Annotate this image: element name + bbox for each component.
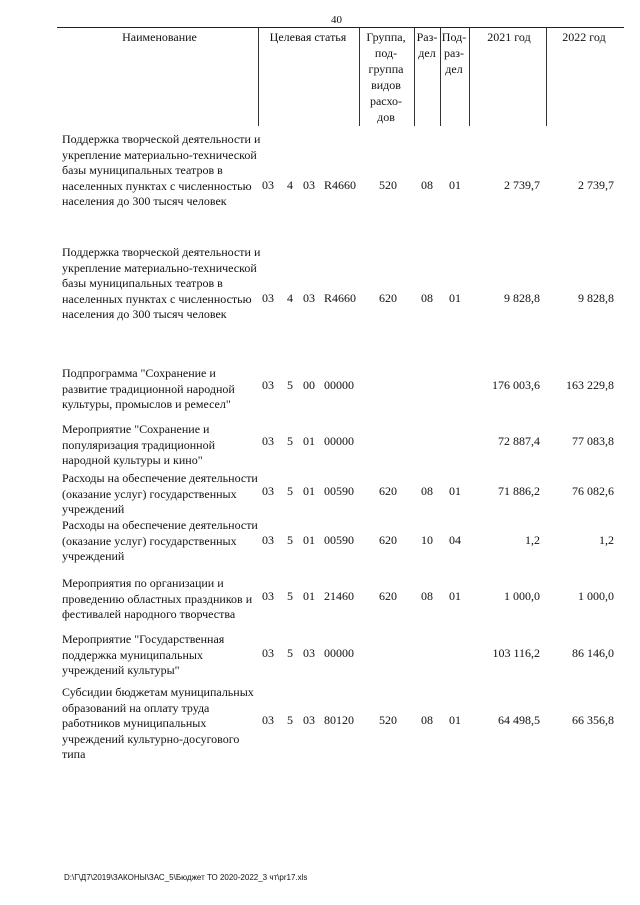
amount-2022: 9 828,8 xyxy=(578,291,614,305)
row-name: Расходы на обеспечение деятельности (оказание услуг) государственных учреждений xyxy=(62,518,258,563)
target-program: 03 xyxy=(262,378,274,392)
amount-2022: 163 229,8 xyxy=(566,378,614,392)
subsection: 01 xyxy=(449,589,461,603)
target-direction: R4660 xyxy=(324,178,357,192)
target-direction: 80120 xyxy=(324,713,354,727)
amount-2021: 71 886,2 xyxy=(498,484,540,498)
target-program: 03 xyxy=(262,646,274,660)
target-direction: 00590 xyxy=(324,484,354,498)
target-program: 03 xyxy=(262,713,274,727)
row-name: Подпрограмма "Сохранение и развитие традиционной народной культуры, промыслов и ремесел" xyxy=(62,366,235,411)
subsection: 04 xyxy=(449,533,461,547)
header-divider xyxy=(414,28,415,126)
section: 10 xyxy=(421,533,433,547)
amount-2021: 9 828,8 xyxy=(504,291,540,305)
target-event: 03 xyxy=(303,291,315,305)
amount-2022: 2 739,7 xyxy=(578,178,614,192)
target-subprogram: 5 xyxy=(287,646,293,660)
target-direction: 21460 xyxy=(324,589,354,603)
header-year-2022: 2022 год xyxy=(562,30,606,44)
header-name: Наименование xyxy=(122,30,197,44)
amount-2022: 76 082,6 xyxy=(572,484,614,498)
file-path-footer: D:\Г\Д7\2019\ЗАКОНЫ\ЗАС_5\Бюджет ТО 2020-2022_3 чт\pr17.xls xyxy=(64,873,308,882)
target-subprogram: 4 xyxy=(287,178,293,192)
amount-2021: 2 739,7 xyxy=(504,178,540,192)
amount-2021: 72 887,4 xyxy=(498,434,540,448)
header-year-2021: 2021 год xyxy=(487,30,531,44)
amount-2022: 1,2 xyxy=(599,533,614,547)
target-event: 01 xyxy=(303,484,315,498)
section: 08 xyxy=(421,178,433,192)
page-number: 40 xyxy=(331,14,342,26)
target-program: 03 xyxy=(262,291,274,305)
target-direction: 00590 xyxy=(324,533,354,547)
target-subprogram: 5 xyxy=(287,589,293,603)
header-target-article: Целевая статья xyxy=(269,30,347,44)
target-program: 03 xyxy=(262,589,274,603)
header-divider xyxy=(469,28,470,126)
subsection: 01 xyxy=(449,713,461,727)
row-name: Поддержка творческой деятельности и укрепление материально-технической базы муниципальных театров в населенных пунктах с численностью населения до 300 тысяч человек xyxy=(62,132,261,208)
target-subprogram: 5 xyxy=(287,434,293,448)
header-section: Раз- дел xyxy=(416,30,438,60)
target-subprogram: 5 xyxy=(287,484,293,498)
header-expense-group: Группа, под- группа видов расхо- дов xyxy=(366,30,406,124)
header-divider xyxy=(258,28,259,126)
expense-group: 520 xyxy=(379,713,397,727)
target-direction: 00000 xyxy=(324,646,354,660)
target-program: 03 xyxy=(262,484,274,498)
expense-group: 520 xyxy=(379,178,397,192)
target-event: 03 xyxy=(303,178,315,192)
row-name: Расходы на обеспечение деятельности (оказание услуг) государственных учреждений xyxy=(62,471,258,516)
target-event: 01 xyxy=(303,589,315,603)
target-program: 03 xyxy=(262,533,274,547)
target-event: 00 xyxy=(303,378,315,392)
section: 08 xyxy=(421,589,433,603)
target-direction: R4660 xyxy=(324,291,357,305)
amount-2021: 176 003,6 xyxy=(492,378,540,392)
section: 08 xyxy=(421,291,433,305)
header-subsection: Под- раз- дел xyxy=(441,30,467,76)
amount-2022: 66 356,8 xyxy=(572,713,614,727)
target-direction: 00000 xyxy=(324,434,354,448)
amount-2022: 77 083,8 xyxy=(572,434,614,448)
target-program: 03 xyxy=(262,178,274,192)
expense-group: 620 xyxy=(379,589,397,603)
target-direction: 00000 xyxy=(324,378,354,392)
target-event: 01 xyxy=(303,533,315,547)
target-subprogram: 5 xyxy=(287,378,293,392)
header-divider xyxy=(359,28,360,126)
target-event: 03 xyxy=(303,646,315,660)
amount-2021: 103 116,2 xyxy=(492,646,540,660)
header-divider xyxy=(440,28,441,126)
expense-group: 620 xyxy=(379,484,397,498)
amount-2021: 1,2 xyxy=(525,533,540,547)
subsection: 01 xyxy=(449,178,461,192)
amount-2022: 86 146,0 xyxy=(572,646,614,660)
row-name: Мероприятие "Государственная поддержка муниципальных учреждений культуры" xyxy=(62,632,225,677)
amount-2021: 64 498,5 xyxy=(498,713,540,727)
subsection: 01 xyxy=(449,291,461,305)
target-event: 01 xyxy=(303,434,315,448)
row-name: Поддержка творческой деятельности и укрепление материально-технической базы муниципальных театров в населенных пунктах с численностью населения до 300 тысяч человек xyxy=(62,245,261,321)
amount-2022: 1 000,0 xyxy=(578,589,614,603)
expense-group: 620 xyxy=(379,291,397,305)
target-event: 03 xyxy=(303,713,315,727)
target-subprogram: 5 xyxy=(287,713,293,727)
row-name: Мероприятия по организации и проведению областных праздников и фестивалей народного творчества xyxy=(62,576,253,621)
section: 08 xyxy=(421,713,433,727)
row-name: Мероприятие "Сохранение и популяризация традиционной народной культуры и кино" xyxy=(62,422,216,467)
target-program: 03 xyxy=(262,434,274,448)
expense-group: 620 xyxy=(379,533,397,547)
target-subprogram: 5 xyxy=(287,533,293,547)
row-name: Субсидии бюджетам муниципальных образований на оплату труда работников муниципальных учреждений культурно-досугового типа xyxy=(62,685,254,761)
header-divider xyxy=(546,28,547,126)
amount-2021: 1 000,0 xyxy=(504,589,540,603)
section: 08 xyxy=(421,484,433,498)
subsection: 01 xyxy=(449,484,461,498)
target-subprogram: 4 xyxy=(287,291,293,305)
table-top-border xyxy=(57,27,624,28)
